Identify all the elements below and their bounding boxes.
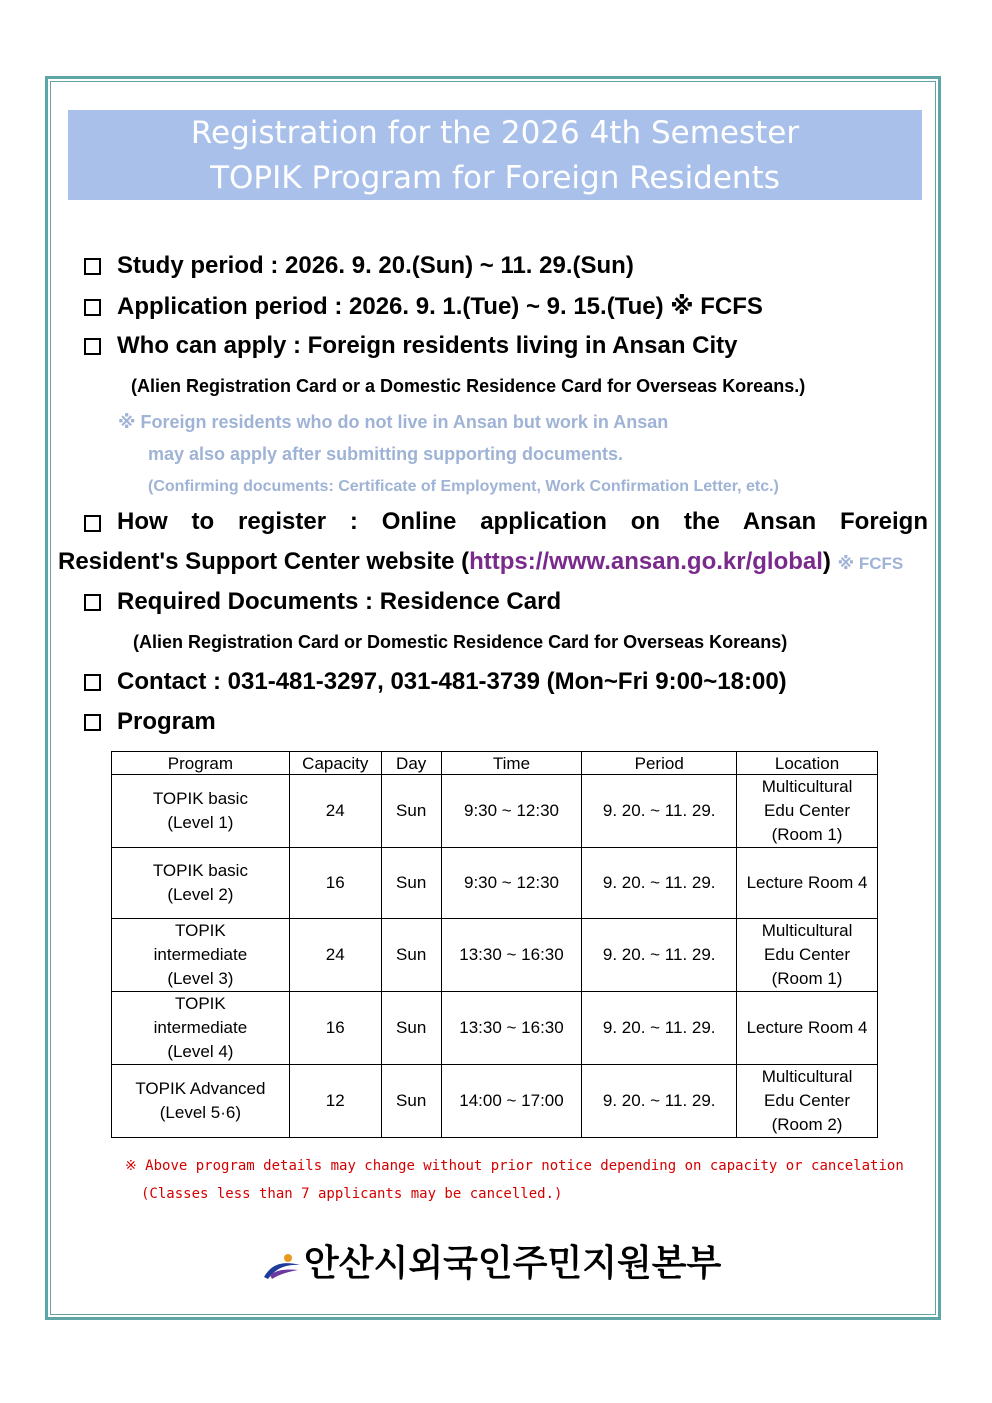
warning-line-2: (Classes less than 7 applicants may be cancelled.) [141,1186,563,1202]
header-location: Location [737,752,878,775]
header-time: Time [441,752,582,775]
table-header-row [112,752,878,775]
program-name: TOPIK basic [152,789,248,808]
program-table [111,751,878,1138]
cell-program [112,848,290,919]
application-period-text: Application period : 2026. 9. 1.(Tue) ~ 9. 15.(Tue) ※ FCFS [117,293,763,320]
who-can-apply-item [84,332,738,360]
location-line: Multicultural [761,1067,853,1086]
table-row [112,848,878,919]
checkbox-icon [84,674,101,691]
checkbox-icon [84,594,101,611]
cell-capacity: 24 [289,775,381,848]
location-line: Multicultural [761,777,853,796]
location-line: (Room 2) [771,1115,843,1134]
website-link[interactable]: https://www.ansan.go.kr/global [469,548,823,575]
checkbox-icon [84,258,101,275]
location-line: (Room 1) [771,825,843,844]
how-to-register-text: How to register : Online application on the Ansan Foreign [117,508,928,535]
cell-day: Sun [381,919,441,992]
cell-program [112,775,290,848]
study-period-text: Study period : 2026. 9. 20.(Sun) ~ 11. 29.(Sun) [117,252,634,279]
who-can-apply-sub: (Alien Registration Card or a Domestic Residence Card for Overseas Koreans.) [131,376,806,396]
location-line: Multicultural [761,921,853,940]
cell-time: 13:30 ~ 16:30 [441,919,582,992]
location-line: Edu Center [764,1091,851,1110]
location-line: Edu Center [764,945,851,964]
cell-time: 9:30 ~ 12:30 [441,775,582,848]
cell-location [737,992,878,1065]
location-line: Lecture Room 4 [746,873,868,892]
how-to-register-line-2 [58,548,903,576]
cell-capacity: 12 [289,1065,381,1138]
required-documents-sub: (Alien Registration Card or Domestic Residence Card for Overseas Koreans) [133,632,788,652]
organization-name: 안산시외국인주민지원본부 [304,1243,722,1284]
title-banner [68,110,922,200]
cell-day: Sun [381,775,441,848]
cell-location [737,775,878,848]
location-line: Lecture Room 4 [746,1018,868,1037]
table-row [112,992,878,1065]
program-level: (Level 5·6) [159,1103,242,1122]
program-text: Program [117,708,216,735]
program-name: TOPIK [175,921,226,940]
location-line: Edu Center [764,801,851,820]
cell-period: 9. 20. ~ 11. 29. [582,992,737,1065]
cell-program [112,1065,290,1138]
how-to-register-item [84,508,928,536]
cell-day: Sun [381,992,441,1065]
program-item [84,708,216,736]
swoosh-logo-icon [262,1251,302,1281]
program-name: TOPIK Advanced [135,1079,266,1098]
who-can-apply-text: Who can apply : Foreign residents living in Ansan City [117,332,738,359]
checkbox-icon [84,299,101,316]
table-row [112,919,878,992]
organization-signature [262,1235,722,1284]
how-to-register-prefix: Resident's Support Center website ( [58,548,470,575]
checkbox-icon [84,515,101,532]
header-period: Period [582,752,737,775]
contact-item [84,668,787,696]
location-line: (Room 1) [771,969,843,988]
header-capacity: Capacity [289,752,381,775]
cell-capacity: 16 [289,848,381,919]
cell-time: 14:00 ~ 17:00 [441,1065,582,1138]
contact-text: Contact : 031-481-3297, 031-481-3739 (Mon~Fri 9:00~18:00) [117,668,787,695]
cell-period: 9. 20. ~ 11. 29. [582,775,737,848]
checkbox-icon [84,338,101,355]
checkbox-icon [84,714,101,731]
note-line-2: may also apply after submitting supporting documents. [148,444,624,464]
cell-location [737,1065,878,1138]
header-day: Day [381,752,441,775]
program-name: TOPIK [175,994,226,1013]
program-level: (Level 1) [167,813,234,832]
cell-day: Sun [381,848,441,919]
table-row [112,775,878,848]
program-level: (Level 3) [167,969,234,988]
program-level: (Level 2) [167,885,234,904]
program-level: (Level 4) [167,1042,234,1061]
program-name: intermediate [153,945,248,964]
application-period-item [84,292,763,321]
cell-period: 9. 20. ~ 11. 29. [582,919,737,992]
fcfs-note: ※ FCFS [837,554,904,573]
header-program: Program [112,752,290,775]
cell-period: 9. 20. ~ 11. 29. [582,848,737,919]
cell-day: Sun [381,1065,441,1138]
note-line-1: ※ Foreign residents who do not live in Ansan but work in Ansan [118,412,669,432]
required-documents-text: Required Documents : Residence Card [117,588,562,615]
cell-period: 9. 20. ~ 11. 29. [582,1065,737,1138]
cell-location [737,919,878,992]
program-name: intermediate [153,1018,248,1037]
program-name: TOPIK basic [152,861,248,880]
title-line-2: TOPIK Program for Foreign Residents [210,160,780,196]
required-documents-item [84,588,561,616]
title-line-1: Registration for the 2026 4th Semester [190,115,800,151]
cell-program [112,919,290,992]
note-line-3: (Confirming documents: Certificate of Employment, Work Confirmation Letter, etc.) [148,478,779,495]
cell-location [737,848,878,919]
cell-time: 13:30 ~ 16:30 [441,992,582,1065]
warning-line-1: ※ Above program details may change without prior notice depending on capacity or cancelation [125,1158,904,1174]
how-to-register-suffix: ) [822,548,831,575]
cell-capacity: 16 [289,992,381,1065]
cell-capacity: 24 [289,919,381,992]
table-row [112,1065,878,1138]
study-period-item [84,252,634,280]
cell-program [112,992,290,1065]
cell-time: 9:30 ~ 12:30 [441,848,582,919]
